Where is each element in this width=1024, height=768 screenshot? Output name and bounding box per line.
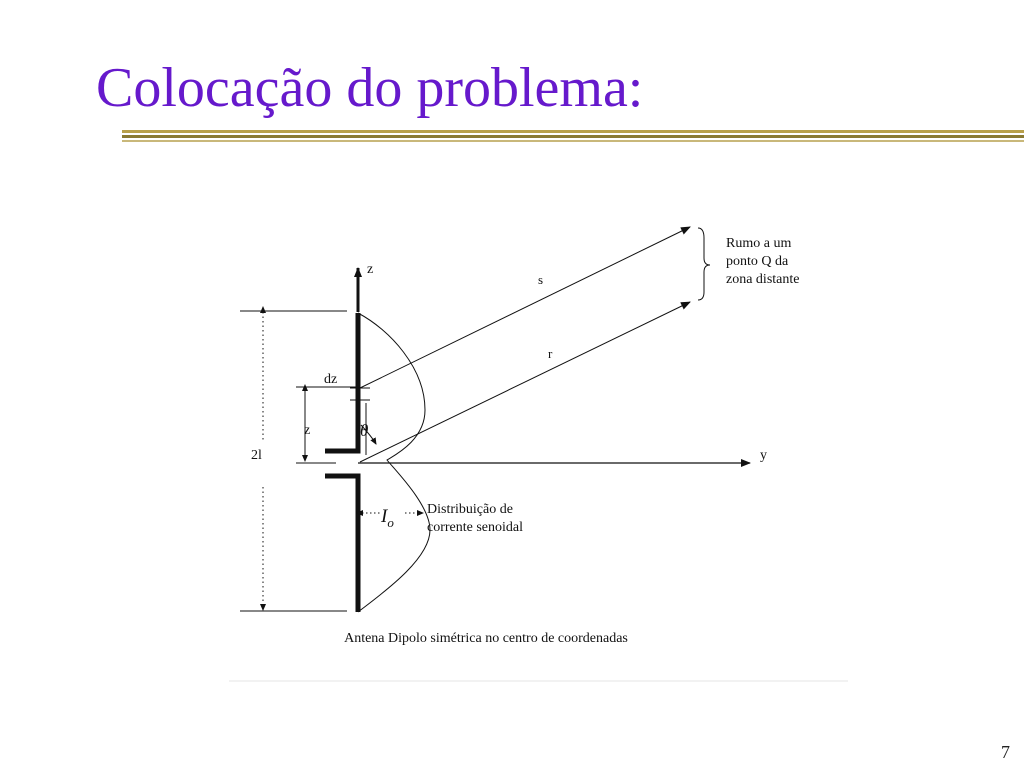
ray-s bbox=[360, 227, 690, 388]
diagram-caption: Antena Dipolo simétrica no centro de coordenadas bbox=[344, 631, 628, 646]
y-axis-label: y bbox=[760, 448, 767, 463]
length-label: 2l bbox=[251, 448, 262, 463]
ray-r-label: r bbox=[548, 346, 553, 361]
page-number: 7 bbox=[1001, 742, 1010, 762]
dipole-lower-arm bbox=[325, 476, 358, 612]
ray-r bbox=[360, 302, 690, 462]
dz-label: dz bbox=[324, 372, 338, 387]
far-point-note: Rumo a um ponto Q da zona distante bbox=[726, 236, 800, 287]
z-axis-label: z bbox=[367, 262, 374, 277]
ray-s-label: s bbox=[538, 272, 544, 287]
far-point-brace bbox=[698, 228, 710, 300]
current-dist-note: Distribuição de corrente senoidal bbox=[427, 502, 524, 535]
z-height-label: z bbox=[304, 423, 311, 438]
slide-title: Colocação do problema: bbox=[96, 57, 644, 119]
current-symbol: $I_o$ bbox=[381, 506, 394, 530]
theta-label: θ bbox=[360, 421, 369, 440]
